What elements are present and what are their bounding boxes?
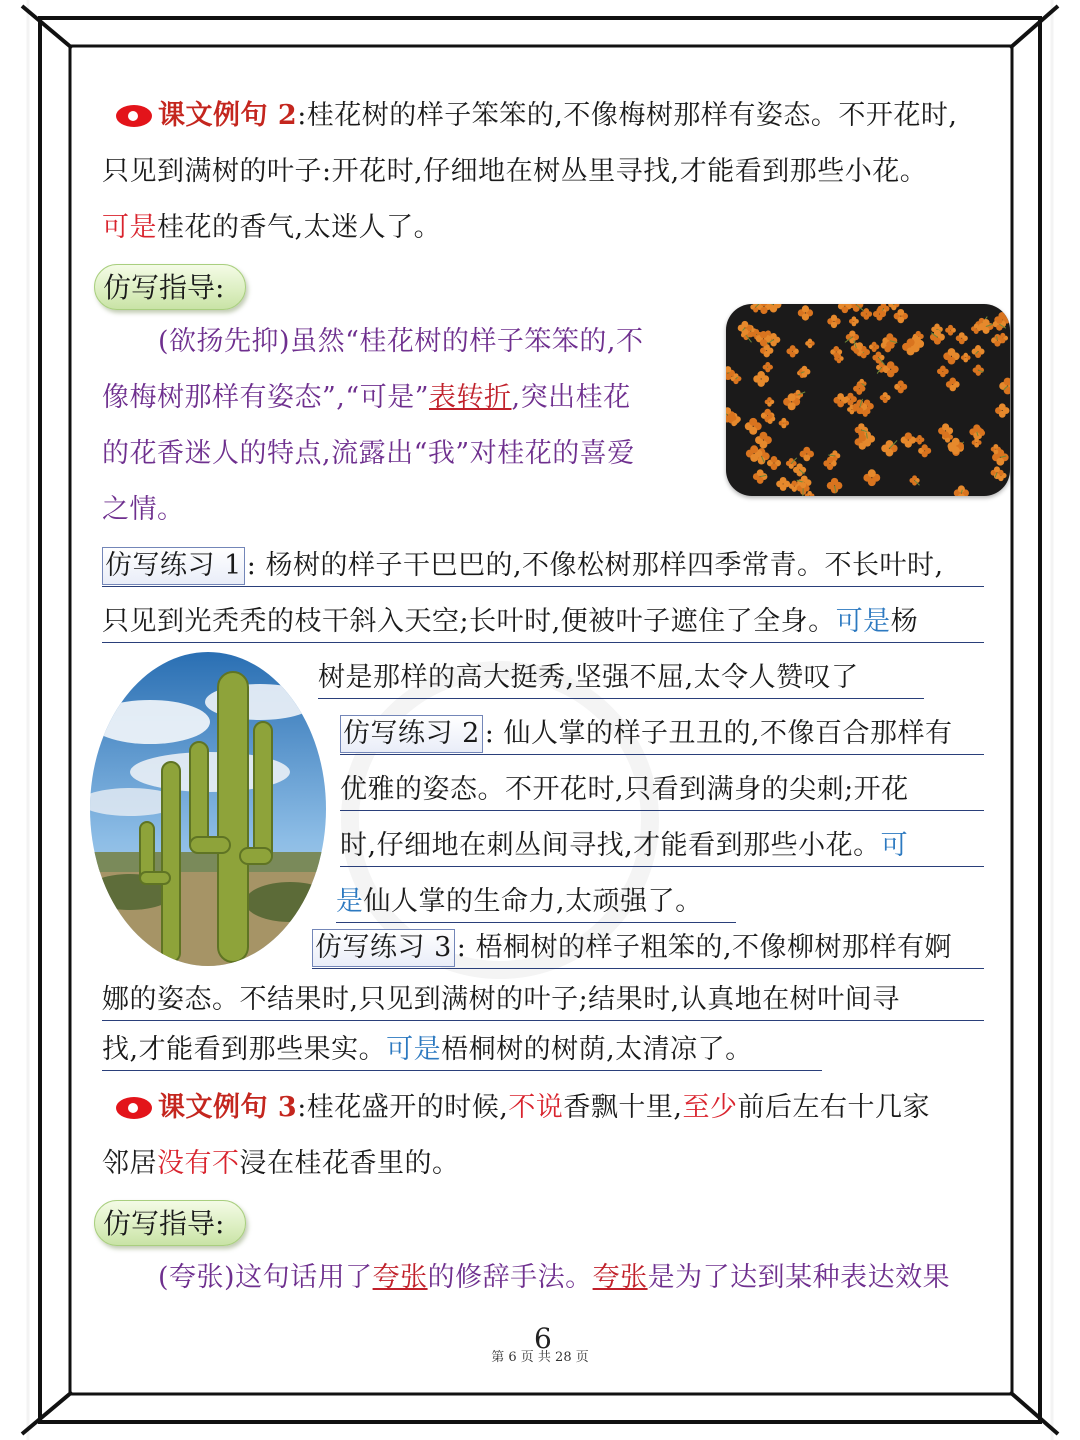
eye-icon [116,105,152,127]
blossom [937,366,949,378]
blossom [956,332,968,344]
practice1-label: 仿写练习 1 [102,547,245,585]
page-footer: 第 6 页 共 28 页 [491,1350,589,1365]
blossom [930,330,945,345]
blossom [881,440,897,456]
blossom [805,339,815,349]
blossom [750,304,761,312]
example3-line1-text: :桂花盛开的时候, [297,1092,509,1123]
guide-label-1: 仿写指导: [94,264,246,310]
blossom [961,353,971,363]
practice2-line1 [340,714,984,755]
guide1-line4: 之情。 [102,494,185,525]
blossom [999,378,1010,395]
guide1-line1 [102,322,712,362]
blossom [901,432,916,447]
practice3-line3-text: 找,才能看到那些果实。 [102,1034,387,1065]
practice1-line1-text: : 杨树的样子干巴巴的,不像松树那样四季常青。不长叶时, [246,550,944,581]
blossom [918,444,931,457]
guide2-keyword-2: 夸张 [592,1262,648,1293]
guide2-line1 [102,1258,984,1298]
practice3-keyword: 可是 [386,1034,442,1065]
example2-line3 [102,208,984,248]
example3-label: 课文例句 3 [158,1092,298,1123]
eye-icon [116,1097,152,1119]
cactus-illustration [90,652,326,966]
keyword-kesh: 可是 [102,212,157,243]
blossom [765,397,775,407]
practice3-line3-rest: 梧桐树的树荫,太清凉了。 [441,1034,753,1065]
practice2-line1-text: : 仙人掌的样子丑丑的,不像百合那样有 [484,718,953,749]
blossom [849,316,859,326]
blossom [745,418,762,435]
practice1-line2-rest: 杨 [890,606,919,637]
guide1-line3: 的花香迷人的特点,流露出“我”对桂花的喜爱 [102,438,635,469]
osmanthus-photo [726,304,1010,496]
blossom [888,304,899,310]
example2-text: :桂花树的样子笨笨的,不像梅树那样有姿态。不开花时, [297,100,958,131]
practice3-line1 [312,928,984,969]
practice2-line2: 优雅的姿态。不开花时,只看到满身的尖刺;开花 [340,770,984,811]
guide2-keyword-1: 夸张 [372,1262,428,1293]
practice1-line1 [102,546,984,587]
practice2-line3 [340,826,984,867]
blossom [805,491,815,496]
page-number: 6 [534,1322,552,1355]
blossom [954,485,969,496]
blossom [827,315,840,328]
blossom [863,469,880,486]
example3-keyword-3: 没有不 [157,1148,240,1179]
guide1-keyword: 表转折 [429,382,512,413]
example3-keyword-1: 不说 [508,1092,564,1123]
blossom [995,403,1009,417]
blossom [943,348,959,364]
practice1-line2-text: 只见到光秃秃的枝干斜入天空;长叶时,便被叶子遮住了全身。 [102,606,836,637]
example3-keyword-2: 至少 [682,1092,738,1123]
blossom [894,309,908,323]
blossom [880,392,891,403]
guide1-line2 [102,378,712,418]
practice1-line3: 树是那样的高大挺秀,坚强不屈,太令人赞叹了 [318,658,924,699]
example3-line2 [102,1144,984,1184]
guide1-line2-text: 像梅树那样有姿态”,“可是” [102,382,429,413]
blossom [894,380,907,393]
blossom [973,364,984,375]
guide-label-2: 仿写指导: [94,1200,246,1246]
practice1-line2 [102,602,984,643]
example2-line1 [116,96,984,136]
example2-label: 课文例句 2 [158,100,298,131]
practice2-line4-text: 仙人掌的生命力,太顽强了。 [363,886,703,917]
example3-line1 [116,1088,984,1128]
example3-line1-mid: 香飘十里, [563,1092,683,1123]
blossom [755,432,772,449]
blossom [915,435,925,445]
blossom [827,478,843,494]
blossom [969,424,984,439]
guide1-line1-text: (欲扬先抑)虽然“桂花树的样子笨笨的,不 [158,326,644,357]
guide2-text-a: (夸张)这句话用了 [158,1262,373,1293]
example2-line3-text: 桂花的香气,太迷人了。 [157,212,442,243]
practice3-label: 仿写练习 3 [312,929,455,967]
practice2-keyword-a: 可 [880,830,909,861]
blossom [798,305,813,320]
blossom [786,345,798,357]
practice3-line3 [102,1030,822,1071]
blossom [753,469,768,484]
example2-line2: 只见到满树的叶子:开花时,仔细地在树丛里寻找,才能看到那些小花。 [102,156,928,187]
blossom [800,447,814,461]
example3-line2-rest: 浸在桂花香里的。 [239,1148,460,1179]
practice3-line1-text: : 梧桐树的样子粗笨的,不像柳树那样有婀 [456,932,953,963]
osmanthus-flowers [726,304,1010,496]
guide2-text-c: 是为了达到某种表达效果 [647,1262,951,1293]
example3-line2-text: 邻居 [102,1148,157,1179]
blossom [838,304,852,313]
practice2-keyword-b: 是 [336,886,364,917]
practice1-keyword: 可是 [835,606,891,637]
example3-line1-rest: 前后左右十几家 [737,1092,930,1123]
practice2-line4 [336,882,736,923]
blossom [945,325,956,336]
blossom [763,362,773,372]
practice2-line3-text: 时,仔细地在刺丛间寻找,才能看到那些小花。 [340,830,881,861]
blossom [753,371,769,387]
blossom [872,352,884,365]
guide2-text-b: 的修辞手法。 [427,1262,593,1293]
guide1-line2-rest: ,突出桂花 [511,382,631,413]
blossom [779,418,789,428]
practice2-label: 仿写练习 2 [340,715,483,753]
blossom [869,342,879,352]
blossom [845,330,859,343]
blossom [909,475,919,485]
blossom [833,393,847,407]
blossom [972,345,985,358]
blossom [946,377,960,391]
blossom [776,477,790,491]
cactus-photo [90,652,326,966]
blossom [883,361,899,377]
practice3-line2: 娜的姿态。不结果时,只见到满树的叶子;结果时,认真地在树叶间寻 [102,980,984,1021]
